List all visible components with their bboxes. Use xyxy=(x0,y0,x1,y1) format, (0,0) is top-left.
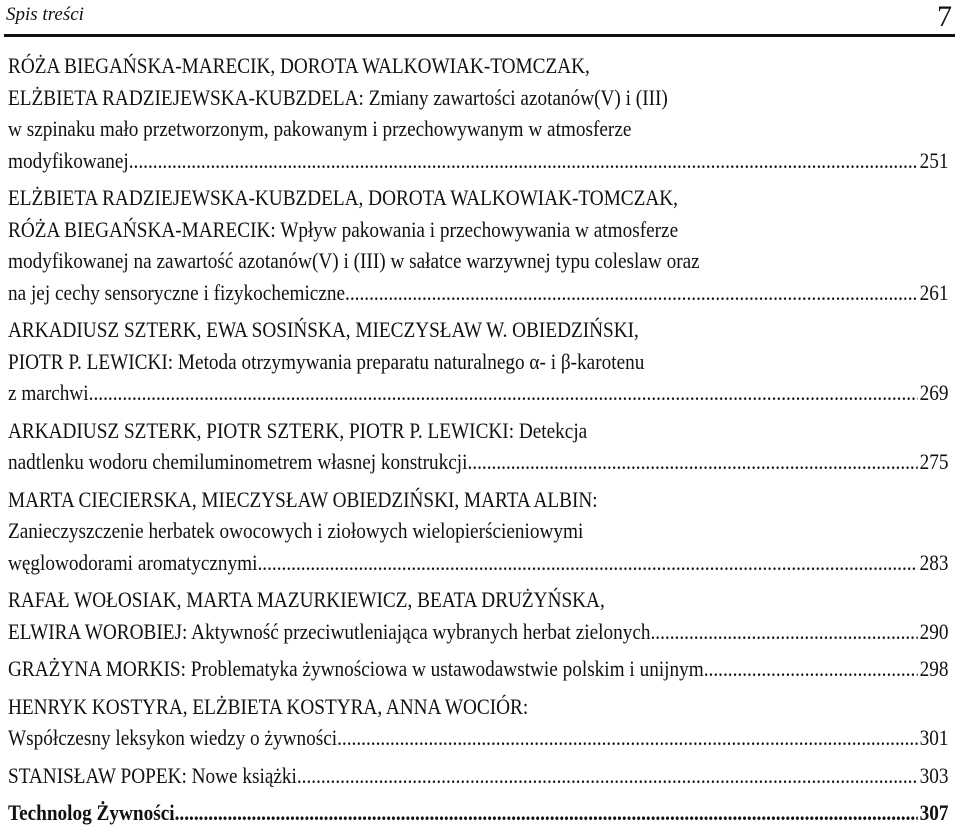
dot-leader xyxy=(467,446,917,478)
toc-entry[interactable] xyxy=(8,484,949,579)
section-title: Spis treści xyxy=(6,4,84,25)
toc-line xyxy=(8,484,949,516)
dot-leader xyxy=(345,277,918,309)
dot-leader xyxy=(704,653,918,685)
toc-line-text: HENRYK KOSTYRA, ELŻBIETA KOSTYRA, ANNA WOCIÓR: xyxy=(8,693,529,719)
toc-page-number: 298 xyxy=(919,656,949,681)
toc-page-number: 275 xyxy=(919,449,949,474)
toc-line-text: modyfikowanej xyxy=(8,147,129,173)
toc-line-text: RAFAŁ WOŁOSIAK, MARTA MAZURKIEWICZ, BEATA DRUŻYŃSKA, xyxy=(8,587,605,612)
toc-line xyxy=(8,113,949,145)
toc-line xyxy=(8,145,949,177)
toc-line-text: PIOTR P. LEWICKI: Metoda otrzymywania preparatu naturalnego α- i β-karotenu xyxy=(8,348,645,374)
toc-line-text: Zanieczyszczenie herbatek owocowych i ziołowych wielopierścieniowymi xyxy=(8,518,584,543)
toc-page-number: 251 xyxy=(919,147,949,173)
toc-page-number: 269 xyxy=(919,380,949,405)
dot-leader xyxy=(297,760,918,792)
dot-leader xyxy=(257,547,917,579)
toc-line xyxy=(8,415,949,447)
toc-line xyxy=(8,245,949,277)
toc-entry[interactable] xyxy=(8,50,949,176)
toc-line-text: ARKADIUSZ SZTERK, PIOTR SZTERK, PIOTR P. LEWICKI: Detekcja xyxy=(8,417,588,443)
toc-line xyxy=(8,584,949,616)
toc-line xyxy=(8,82,949,114)
toc-entry[interactable] xyxy=(8,691,949,754)
toc-line-text: Współczesny leksykon wiedzy o żywności xyxy=(8,725,338,750)
dot-leader xyxy=(650,616,917,648)
toc-entry[interactable] xyxy=(8,584,949,647)
toc-line-text: STANISŁAW POPEK: Nowe książki xyxy=(8,762,297,788)
table-of-contents xyxy=(8,50,949,835)
toc-line-text: MARTA CIECIERSKA, MIECZYSŁAW OBIEDZIŃSKI, MARTA ALBIN: xyxy=(8,486,598,512)
toc-page-number: 283 xyxy=(919,549,949,575)
toc-page-number: 290 xyxy=(919,618,949,644)
toc-line-text: ELŻBIETA RADZIEJEWSKA-KUBZDELA, DOROTA WALKOWIAK-TOMCZAK, xyxy=(8,185,678,210)
toc-entry[interactable] xyxy=(8,797,949,829)
toc-line xyxy=(8,50,949,82)
toc-line xyxy=(8,760,949,792)
toc-entry[interactable] xyxy=(8,182,949,308)
toc-line xyxy=(8,797,949,829)
toc-line-text: GRAŻYNA MORKIS: Problematyka żywnościowa w ustawodawstwie polskim i unijnym xyxy=(8,656,704,681)
toc-line-text: Technolog Żywności xyxy=(8,800,175,825)
toc-line-text: RÓŻA BIEGAŃSKA-MARECIK: Wpływ pakowania i przechowywania w atmosferze xyxy=(8,216,679,242)
toc-page-number: 261 xyxy=(919,279,949,305)
toc-page-number: 303 xyxy=(919,762,949,788)
page-number: 7 xyxy=(937,0,952,33)
header-rule xyxy=(4,34,955,37)
toc-line xyxy=(8,314,949,346)
dot-leader xyxy=(129,145,918,177)
dot-leader xyxy=(175,797,918,829)
toc-line xyxy=(8,691,949,723)
toc-line-text: w szpinaku mało przetworzonym, pakowanym i przechowywanym w atmosferze xyxy=(8,116,632,141)
toc-line xyxy=(8,446,949,478)
toc-line xyxy=(8,653,949,685)
toc-line xyxy=(8,277,949,309)
toc-line-text: ARKADIUSZ SZTERK, EWA SOSIŃSKA, MIECZYSŁAW W. OBIEDZIŃSKI, xyxy=(8,317,639,342)
toc-entry[interactable] xyxy=(8,314,949,409)
toc-line-text: na jej cechy sensoryczne i fizykochemiczne xyxy=(8,279,346,305)
toc-line-text: RÓŻA BIEGAŃSKA-MARECIK, DOROTA WALKOWIAK-TOMCZAK, xyxy=(8,53,590,78)
dot-leader xyxy=(89,377,918,409)
toc-line-text: ELWIRA WOROBIEJ: Aktywność przeciwutleniająca wybranych herbat zielonych xyxy=(8,618,651,644)
toc-line xyxy=(8,377,949,409)
dot-leader xyxy=(337,722,918,754)
toc-entry[interactable] xyxy=(8,415,949,478)
toc-line xyxy=(8,722,949,754)
toc-line xyxy=(8,616,949,648)
toc-entry[interactable] xyxy=(8,653,949,685)
toc-line-text: nadtlenku wodoru chemiluminometrem własnej konstrukcji xyxy=(8,449,468,474)
toc-line-text: ELŻBIETA RADZIEJEWSKA-KUBZDELA: Zmiany zawartości azotanów(V) i (III) xyxy=(8,84,668,110)
toc-line xyxy=(8,214,949,246)
toc-line xyxy=(8,547,949,579)
toc-page-number: 301 xyxy=(919,725,949,750)
toc-line xyxy=(8,346,949,378)
toc-line xyxy=(8,182,949,214)
toc-line xyxy=(8,515,949,547)
toc-line-text: węglowodorami aromatycznymi xyxy=(8,549,258,575)
toc-line-text: modyfikowanej na zawartość azotanów(V) i (III) w sałatce warzywnej typu coleslaw oraz xyxy=(8,248,700,273)
toc-line-text: z marchwi xyxy=(8,380,89,405)
toc-page-number: 307 xyxy=(919,800,949,825)
toc-entry[interactable] xyxy=(8,760,949,792)
